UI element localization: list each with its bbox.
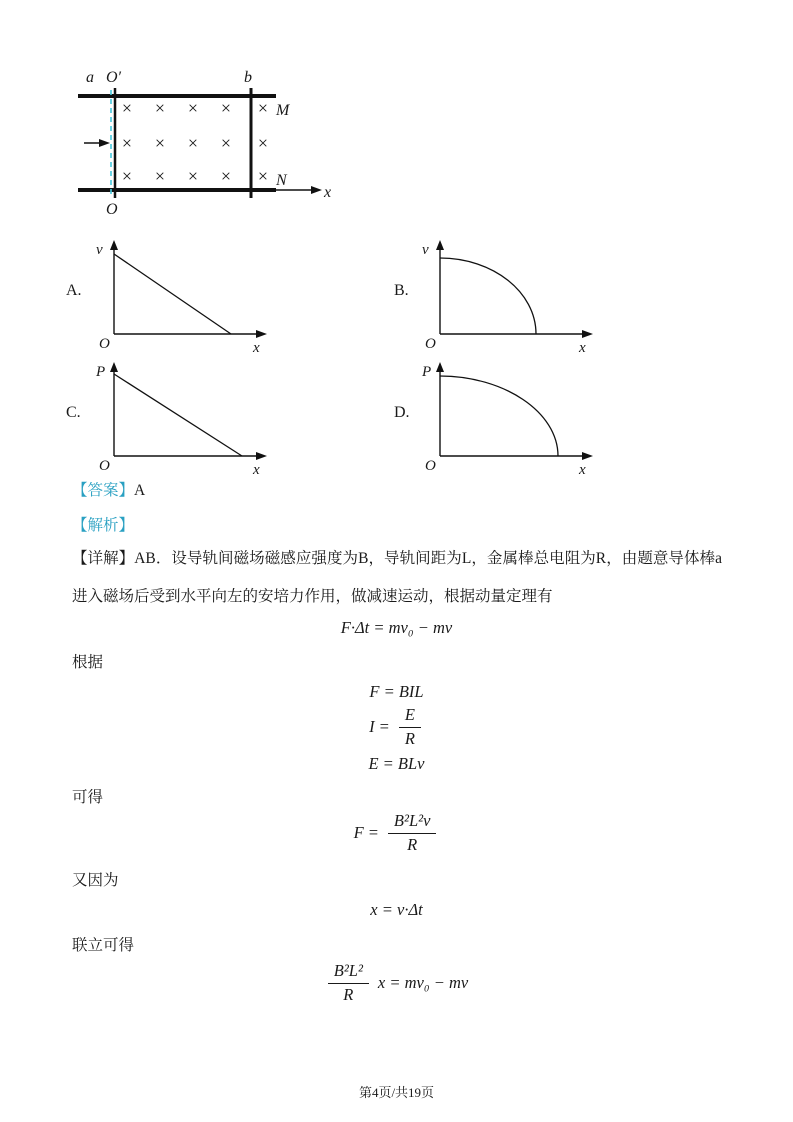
field-cross-icon: ×: [154, 133, 166, 153]
field-crosses: [122, 98, 268, 186]
explanation-tag: 【详解】: [72, 550, 135, 567]
x-arrowhead: [582, 330, 593, 338]
field-cross-icon: ×: [121, 166, 133, 186]
formula-ampere-force: F = BIL: [369, 682, 424, 701]
x-axis-label: x: [253, 462, 260, 478]
graph-option-d: [418, 358, 608, 480]
answer-line: [72, 478, 145, 500]
fraction: $\frac{E}{R}$: [399, 706, 421, 749]
option-letter-a: A.: [66, 282, 82, 299]
option-letter-c: C.: [66, 404, 81, 421]
label-x-axis: x: [324, 184, 332, 201]
origin-label: O: [99, 336, 110, 352]
field-cross-icon: ×: [220, 133, 232, 153]
connector-because: 又因为: [72, 872, 119, 889]
x-axis-label: x: [579, 462, 586, 478]
y-axis-label: v: [422, 242, 429, 258]
field-cross-icon: ×: [187, 133, 199, 153]
x-axis-label: x: [579, 340, 586, 356]
label-o-prime: O′: [106, 69, 122, 86]
graph-option-a: [92, 236, 282, 358]
page-number: 第4页/共19页: [358, 1085, 435, 1100]
analysis-tag: 【解析】: [72, 517, 135, 534]
formula-force-expression: F = $\frac{\text{B²L²v}}{R}$: [0, 812, 793, 855]
field-cross-icon: ×: [220, 166, 232, 186]
field-cross-icon: ×: [220, 98, 232, 118]
field-cross-icon: ×: [257, 133, 269, 153]
curve-concave: [440, 258, 536, 334]
label-b: b: [244, 69, 252, 86]
origin-label: O: [425, 458, 436, 474]
label-n: N: [276, 172, 287, 189]
explanation-text: AB．设导轨间磁场磁感应强度为B，导轨间距为L，金属棒总电阻为R，由题意导体棒a进入磁场后受到水平向左的安培力作用，做减速运动，根据动量定理有: [72, 550, 722, 605]
x-axis-label: x: [253, 340, 260, 356]
label-o: O: [106, 201, 118, 218]
field-cross-icon: ×: [154, 98, 166, 118]
field-diagram: [70, 58, 370, 226]
explanation-paragraph: [72, 540, 722, 616]
connector-combine: 联立可得: [72, 937, 135, 954]
analysis-line: [72, 513, 134, 535]
fraction: $\frac{\text{B²L²}}{R}$: [328, 962, 369, 1005]
curve-concave: [440, 376, 558, 456]
graph-option-b: [418, 236, 608, 358]
field-cross-icon: ×: [257, 98, 269, 118]
label-m: M: [276, 102, 290, 119]
origin-label: O: [425, 336, 436, 352]
field-cross-icon: ×: [257, 166, 269, 186]
x-arrowhead: [256, 330, 267, 338]
fraction: $\frac{\text{B²L²v}}{R}$: [388, 812, 436, 855]
velocity-arrowhead: [99, 139, 110, 147]
option-letter-b: B.: [394, 282, 409, 299]
field-cross-icon: ×: [187, 166, 199, 186]
formula-combined: $\frac{\text{B²L²}}{R}$ x = mv₀ − mv: [0, 962, 793, 1005]
field-cross-icon: ×: [121, 98, 133, 118]
curve-linear: [114, 374, 242, 456]
y-axis-label: P: [422, 364, 432, 380]
field-cross-icon: ×: [187, 98, 199, 118]
x-axis-arrowhead: [311, 186, 322, 194]
curve-linear: [114, 254, 231, 334]
x-arrowhead: [582, 452, 593, 460]
graph-option-c: [92, 358, 282, 480]
option-letter-d: D.: [394, 404, 410, 421]
formula-momentum-theorem: F·Δt = mv₀ − mv: [340, 618, 453, 637]
label-a: a: [86, 69, 94, 86]
formula-emf: E = BLv: [368, 754, 425, 773]
x-arrowhead: [256, 452, 267, 460]
answer-value: A: [134, 482, 146, 499]
field-cross-icon: ×: [154, 166, 166, 186]
y-axis-label: P: [96, 364, 106, 380]
y-axis-label: v: [96, 242, 103, 258]
connector-according: 根据: [72, 654, 104, 671]
connector-obtain: 可得: [72, 789, 104, 806]
answer-tag: 【答案】: [72, 482, 135, 499]
formula-displacement: x = v·Δt: [370, 900, 423, 919]
origin-label: O: [99, 458, 110, 474]
field-cross-icon: ×: [121, 133, 133, 153]
formula-current: I = $\frac{E}{R}$: [0, 706, 793, 749]
